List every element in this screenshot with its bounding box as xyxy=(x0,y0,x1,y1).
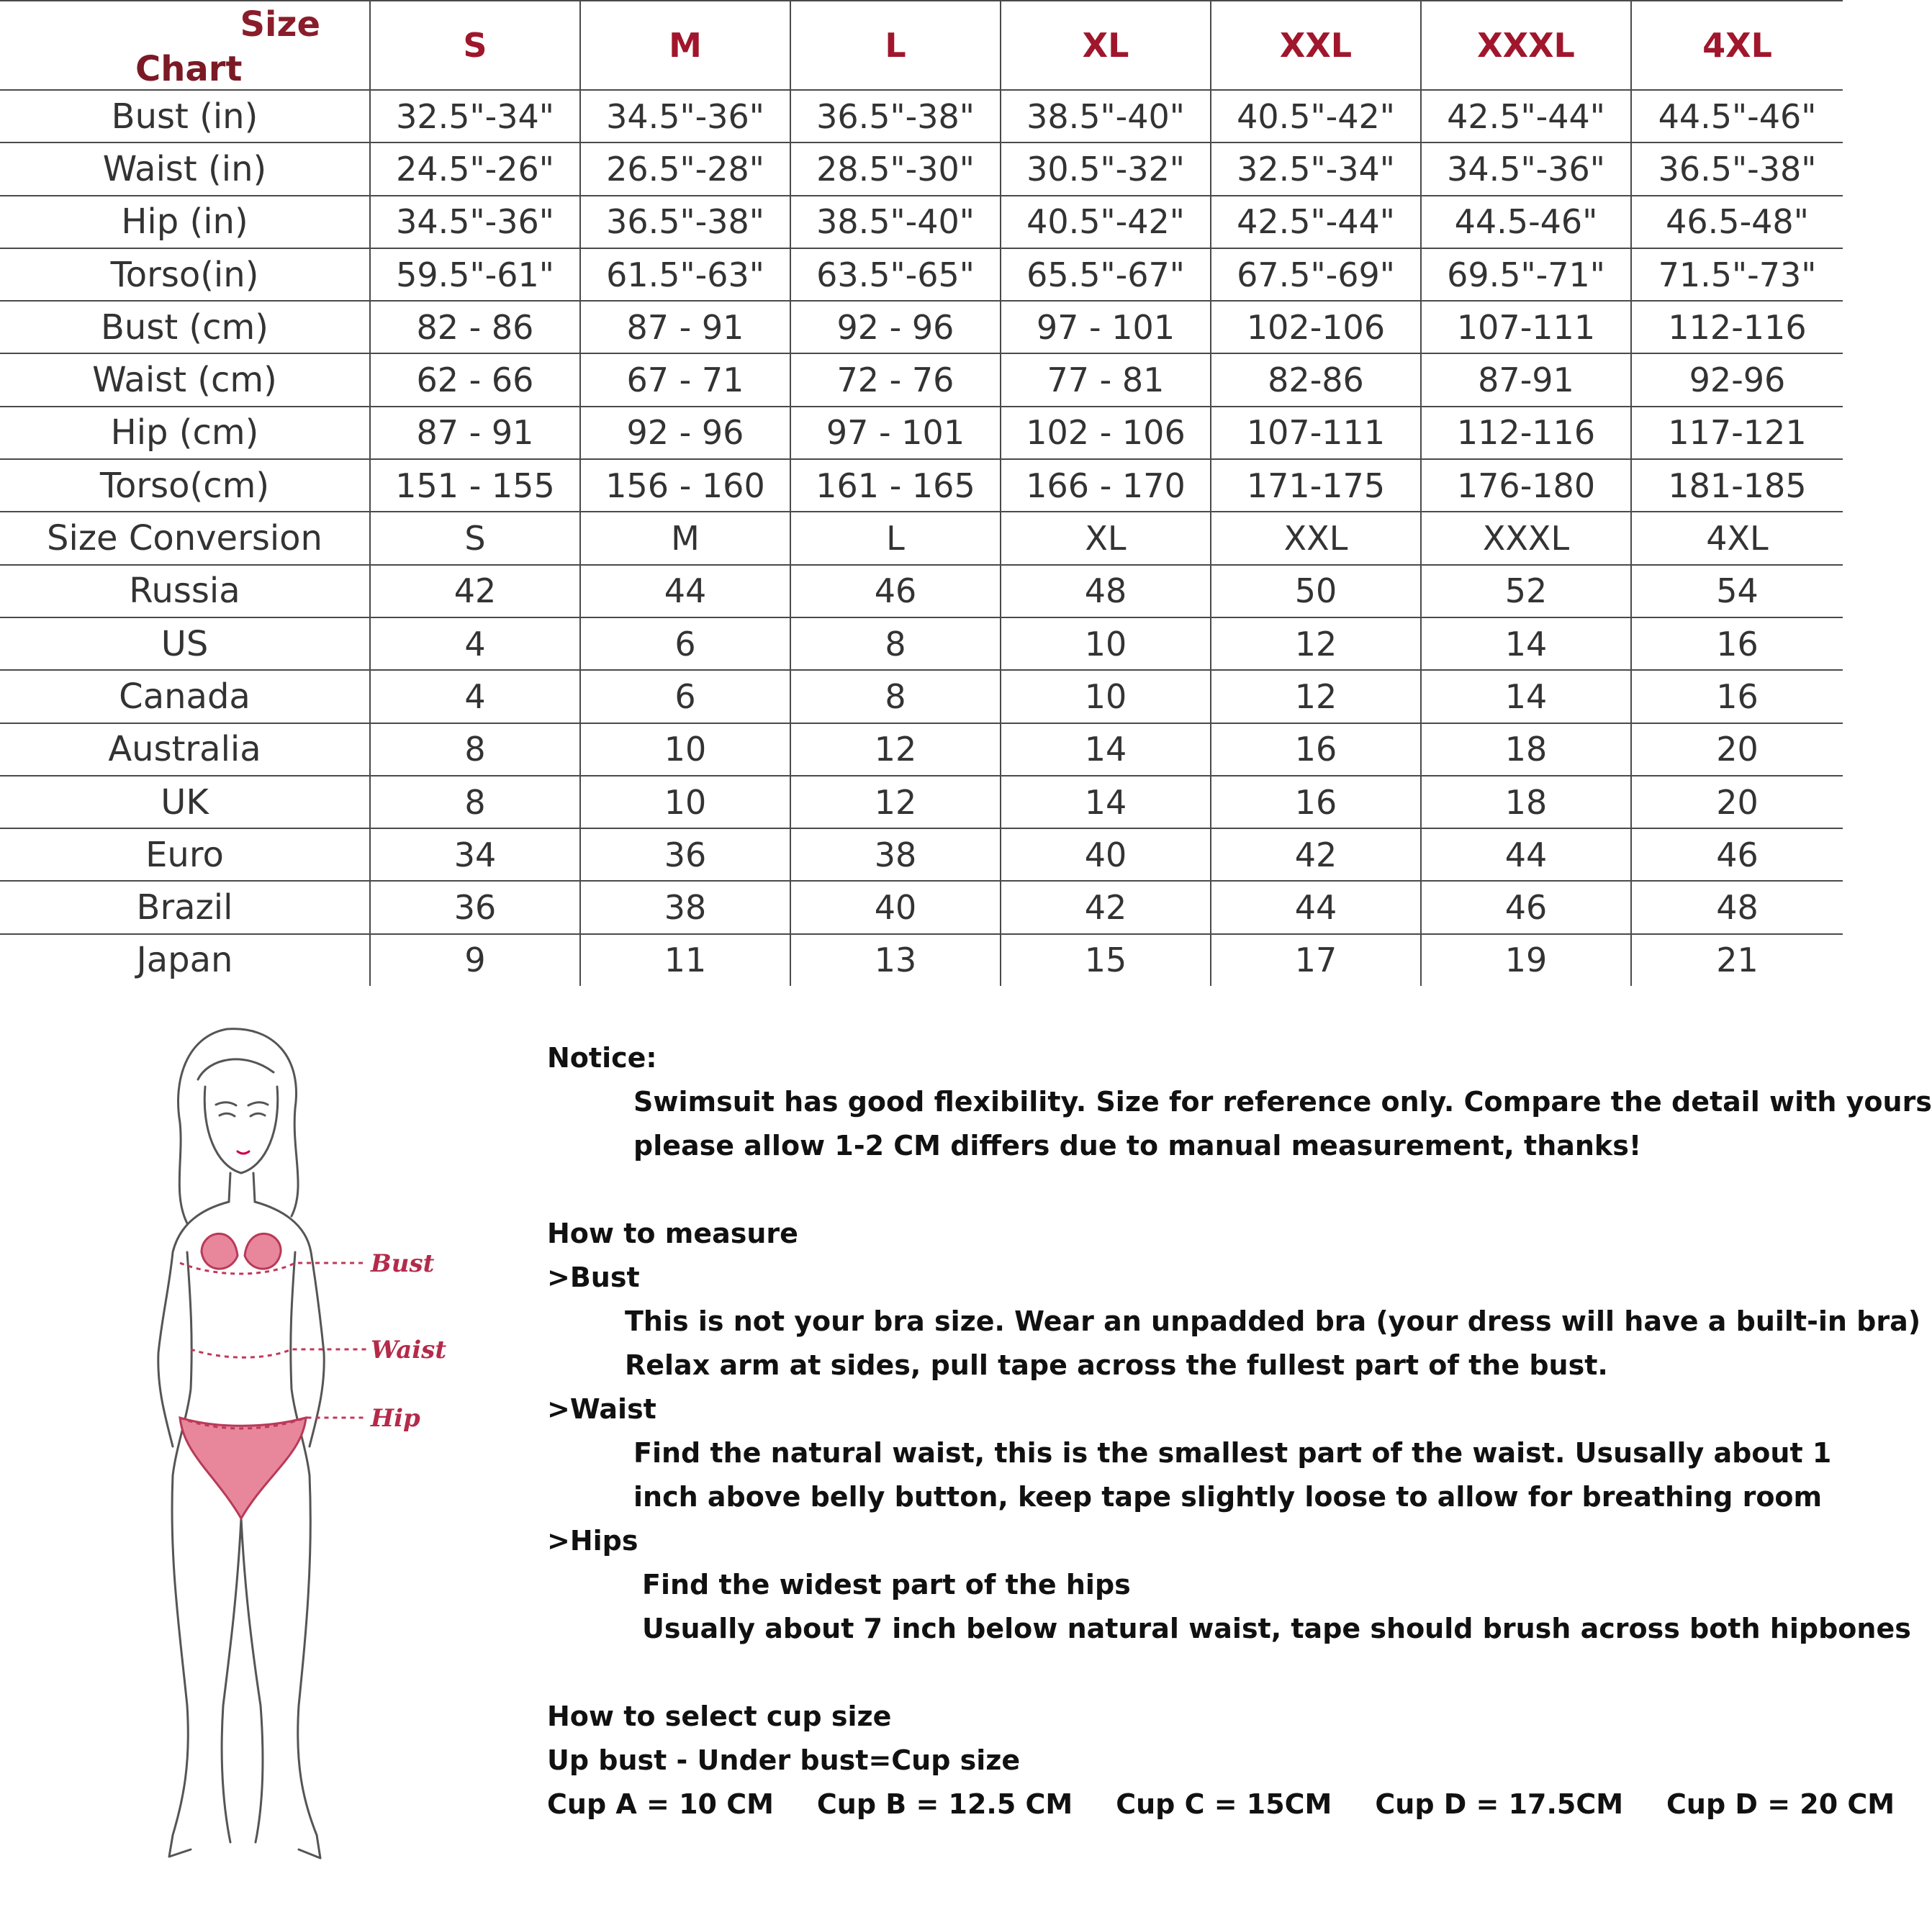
cup-b-value: Cup B = 12.5 CM xyxy=(816,1788,1073,1820)
corner-size-label: Size xyxy=(240,4,320,45)
size-chart-table xyxy=(0,0,1843,986)
measurement-notes xyxy=(547,1036,1932,1826)
table-cell: 46 xyxy=(1631,828,1843,881)
corner-chart-label: Chart xyxy=(135,49,243,89)
hips-line-1: Find the widest part of the hips xyxy=(642,1569,1131,1600)
row-label: Waist (in) xyxy=(0,142,370,195)
cup-size-list xyxy=(547,1783,1895,1826)
table-cell: 4XL xyxy=(1631,512,1843,564)
table-cell: 40 xyxy=(1001,828,1211,881)
waist-label: Waist xyxy=(371,1336,447,1364)
notice-heading: Notice: xyxy=(547,1042,657,1074)
measurement-figure xyxy=(101,1015,561,1864)
row-label: Canada xyxy=(0,670,370,723)
table-cell: 72 - 76 xyxy=(790,353,1001,406)
table-row xyxy=(0,828,1843,881)
row-label: Bust (cm) xyxy=(0,301,370,353)
table-cell: 48 xyxy=(1001,565,1211,617)
size-header-m: M xyxy=(580,1,790,90)
table-cell: 71.5"-73" xyxy=(1631,248,1843,301)
table-row xyxy=(0,196,1843,248)
table-cell: 166 - 170 xyxy=(1001,459,1211,512)
table-cell: 20 xyxy=(1631,723,1843,776)
table-cell: 36.5"-38" xyxy=(790,90,1001,142)
table-cell: 112-116 xyxy=(1631,301,1843,353)
table-cell: 38.5"-40" xyxy=(1001,90,1211,142)
table-cell: 87 - 91 xyxy=(580,301,790,353)
row-label: Brazil xyxy=(0,881,370,933)
table-cell: 10 xyxy=(1001,617,1211,670)
table-cell: 12 xyxy=(790,776,1001,828)
table-cell: 63.5"-65" xyxy=(790,248,1001,301)
measurement-lines xyxy=(180,1263,367,1428)
table-cell: 17 xyxy=(1211,934,1421,986)
table-cell: 156 - 160 xyxy=(580,459,790,512)
table-cell: 42.5"-44" xyxy=(1421,90,1631,142)
notice-line-1: Swimsuit has good flexibility. Size for reference only. Compare the detail with yours xyxy=(633,1086,1932,1118)
cup-a-value: Cup A = 10 CM xyxy=(547,1788,774,1820)
table-cell: 59.5"-61" xyxy=(370,248,580,301)
row-label: UK xyxy=(0,776,370,828)
table-cell: 14 xyxy=(1001,776,1211,828)
table-cell: 102 - 106 xyxy=(1001,407,1211,459)
table-row xyxy=(0,934,1843,986)
table-row xyxy=(0,881,1843,933)
row-label: Euro xyxy=(0,828,370,881)
bust-label: Bust xyxy=(371,1249,435,1278)
table-cell: 12 xyxy=(1211,617,1421,670)
table-cell: 112-116 xyxy=(1421,407,1631,459)
table-cell: 34.5"-36" xyxy=(580,90,790,142)
bust-line-1: This is not your bra size. Wear an unpadded bra (your dress will have a built-in bra) xyxy=(625,1305,1921,1337)
notice-line-2: please allow 1-2 CM differs due to manual measurement, thanks! xyxy=(633,1130,1642,1161)
table-cell: 40.5"-42" xyxy=(1211,90,1421,142)
table-cell: 44.5"-46" xyxy=(1631,90,1843,142)
table-cell: 18 xyxy=(1421,723,1631,776)
table-cell: 28.5"-30" xyxy=(790,142,1001,195)
table-cell: 14 xyxy=(1421,617,1631,670)
table-cell: 42 xyxy=(1211,828,1421,881)
cup-d2-value: Cup D = 20 CM xyxy=(1666,1788,1895,1820)
table-cell: 52 xyxy=(1421,565,1631,617)
table-cell: 77 - 81 xyxy=(1001,353,1211,406)
table-cell: 19 xyxy=(1421,934,1631,986)
table-cell: 161 - 165 xyxy=(790,459,1001,512)
table-cell: 107-111 xyxy=(1211,407,1421,459)
table-cell: 87-91 xyxy=(1421,353,1631,406)
table-corner-header xyxy=(0,1,370,90)
row-label: Waist (cm) xyxy=(0,353,370,406)
table-cell: 30.5"-32" xyxy=(1001,142,1211,195)
table-row xyxy=(0,670,1843,723)
table-cell: 34.5"-36" xyxy=(370,196,580,248)
row-label: Size Conversion xyxy=(0,512,370,564)
table-cell: 9 xyxy=(370,934,580,986)
table-cell: L xyxy=(790,512,1001,564)
table-row xyxy=(0,142,1843,195)
bikini-bottom-icon xyxy=(180,1418,306,1518)
table-cell: 36 xyxy=(370,881,580,933)
table-cell: 6 xyxy=(580,617,790,670)
table-cell: S xyxy=(370,512,580,564)
row-label: Hip (in) xyxy=(0,196,370,248)
size-header-xxl: XXL xyxy=(1211,1,1421,90)
table-cell: 38 xyxy=(580,881,790,933)
waist-heading: >Waist xyxy=(547,1393,656,1425)
table-cell: 40.5"-42" xyxy=(1001,196,1211,248)
cup-d-value: Cup D = 17.5CM xyxy=(1375,1788,1624,1820)
bust-line-2: Relax arm at sides, pull tape across the fullest part of the bust. xyxy=(625,1349,1608,1381)
table-cell: 69.5"-71" xyxy=(1421,248,1631,301)
table-cell: 48 xyxy=(1631,881,1843,933)
table-cell: M xyxy=(580,512,790,564)
table-row xyxy=(0,512,1843,564)
table-cell: 34.5"-36" xyxy=(1421,142,1631,195)
table-cell: 16 xyxy=(1631,670,1843,723)
table-cell: 18 xyxy=(1421,776,1631,828)
table-cell: 36 xyxy=(580,828,790,881)
table-cell: 102-106 xyxy=(1211,301,1421,353)
size-header-s: S xyxy=(370,1,580,90)
cup-c-value: Cup C = 15CM xyxy=(1116,1788,1332,1820)
table-cell: 20 xyxy=(1631,776,1843,828)
table-cell: XL xyxy=(1001,512,1211,564)
table-cell: 36.5"-38" xyxy=(1631,142,1843,195)
table-cell: 67 - 71 xyxy=(580,353,790,406)
table-cell: 42 xyxy=(1001,881,1211,933)
table-row xyxy=(0,776,1843,828)
table-cell: 171-175 xyxy=(1211,459,1421,512)
cup-size-formula: Up bust - Under bust=Cup size xyxy=(547,1744,1021,1776)
table-cell: 82-86 xyxy=(1211,353,1421,406)
table-cell: 12 xyxy=(790,723,1001,776)
table-cell: 44 xyxy=(580,565,790,617)
table-cell: 92 - 96 xyxy=(580,407,790,459)
table-cell: 117-121 xyxy=(1631,407,1843,459)
size-table-body xyxy=(0,90,1843,986)
table-cell: 107-111 xyxy=(1421,301,1631,353)
table-cell: 54 xyxy=(1631,565,1843,617)
table-cell: 16 xyxy=(1211,723,1421,776)
table-cell: 8 xyxy=(790,617,1001,670)
table-cell: 40 xyxy=(790,881,1001,933)
hip-label: Hip xyxy=(371,1404,420,1433)
table-cell: 42 xyxy=(370,565,580,617)
size-header-l: L xyxy=(790,1,1001,90)
table-cell: 21 xyxy=(1631,934,1843,986)
table-cell: 50 xyxy=(1211,565,1421,617)
table-cell: 46 xyxy=(790,565,1001,617)
table-cell: 16 xyxy=(1211,776,1421,828)
row-label: Russia xyxy=(0,565,370,617)
table-cell: 62 - 66 xyxy=(370,353,580,406)
table-cell: 8 xyxy=(370,776,580,828)
table-cell: 36.5"-38" xyxy=(580,196,790,248)
table-cell: 97 - 101 xyxy=(790,407,1001,459)
table-cell: 38 xyxy=(790,828,1001,881)
row-label: Hip (cm) xyxy=(0,407,370,459)
table-row xyxy=(0,407,1843,459)
table-cell: 32.5"-34" xyxy=(370,90,580,142)
row-label: Torso(cm) xyxy=(0,459,370,512)
table-cell: 42.5"-44" xyxy=(1211,196,1421,248)
table-cell: 24.5"-26" xyxy=(370,142,580,195)
table-cell: 65.5"-67" xyxy=(1001,248,1211,301)
size-header-xl: XL xyxy=(1001,1,1211,90)
row-label: US xyxy=(0,617,370,670)
bust-heading: >Bust xyxy=(547,1262,640,1293)
table-cell: 44 xyxy=(1421,828,1631,881)
table-cell: 34 xyxy=(370,828,580,881)
table-row xyxy=(0,353,1843,406)
table-row xyxy=(0,301,1843,353)
table-cell: 10 xyxy=(580,723,790,776)
table-cell: 8 xyxy=(370,723,580,776)
table-cell: 12 xyxy=(1211,670,1421,723)
size-header-4xl: 4XL xyxy=(1631,1,1843,90)
table-cell: 6 xyxy=(580,670,790,723)
woman-figure-illustration xyxy=(101,1015,561,1864)
size-header-row xyxy=(0,1,1843,90)
table-cell: 16 xyxy=(1631,617,1843,670)
table-cell: 46 xyxy=(1421,881,1631,933)
table-cell: XXXL xyxy=(1421,512,1631,564)
table-cell: 44 xyxy=(1211,881,1421,933)
table-cell: 46.5-48" xyxy=(1631,196,1843,248)
row-label: Australia xyxy=(0,723,370,776)
table-cell: 32.5"-34" xyxy=(1211,142,1421,195)
table-cell: 44.5-46" xyxy=(1421,196,1631,248)
bikini-top-icon xyxy=(202,1233,281,1269)
table-cell: 8 xyxy=(790,670,1001,723)
table-cell: 4 xyxy=(370,617,580,670)
table-cell: 26.5"-28" xyxy=(580,142,790,195)
row-label: Bust (in) xyxy=(0,90,370,142)
table-row xyxy=(0,617,1843,670)
table-cell: 82 - 86 xyxy=(370,301,580,353)
table-cell: 10 xyxy=(580,776,790,828)
hips-heading: >Hips xyxy=(547,1525,638,1557)
table-row xyxy=(0,90,1843,142)
table-cell: 61.5"-63" xyxy=(580,248,790,301)
table-cell: 38.5"-40" xyxy=(790,196,1001,248)
table-row xyxy=(0,565,1843,617)
waist-line-2: inch above belly button, keep tape slightly loose to allow for breathing room xyxy=(633,1481,1823,1513)
waist-line-1: Find the natural waist, this is the smallest part of the waist. Ususally about 1 xyxy=(633,1437,1832,1469)
table-cell: 181-185 xyxy=(1631,459,1843,512)
how-to-measure-heading: How to measure xyxy=(547,1218,798,1249)
table-cell: 4 xyxy=(370,670,580,723)
table-row xyxy=(0,459,1843,512)
table-row xyxy=(0,723,1843,776)
row-label: Japan xyxy=(0,934,370,986)
table-cell: 15 xyxy=(1001,934,1211,986)
table-cell: 13 xyxy=(790,934,1001,986)
table-cell: 176-180 xyxy=(1421,459,1631,512)
table-cell: 92-96 xyxy=(1631,353,1843,406)
table-row xyxy=(0,248,1843,301)
table-cell: 14 xyxy=(1001,723,1211,776)
hips-line-2: Usually about 7 inch below natural waist, tape should brush across both hipbones xyxy=(642,1613,1911,1644)
table-cell: 14 xyxy=(1421,670,1631,723)
table-cell: 10 xyxy=(1001,670,1211,723)
size-header-xxxl: XXXL xyxy=(1421,1,1631,90)
table-cell: 67.5"-69" xyxy=(1211,248,1421,301)
row-label: Torso(in) xyxy=(0,248,370,301)
table-cell: 97 - 101 xyxy=(1001,301,1211,353)
cup-size-heading: How to select cup size xyxy=(547,1701,892,1732)
table-cell: XXL xyxy=(1211,512,1421,564)
table-cell: 87 - 91 xyxy=(370,407,580,459)
table-cell: 151 - 155 xyxy=(370,459,580,512)
table-cell: 92 - 96 xyxy=(790,301,1001,353)
table-cell: 11 xyxy=(580,934,790,986)
